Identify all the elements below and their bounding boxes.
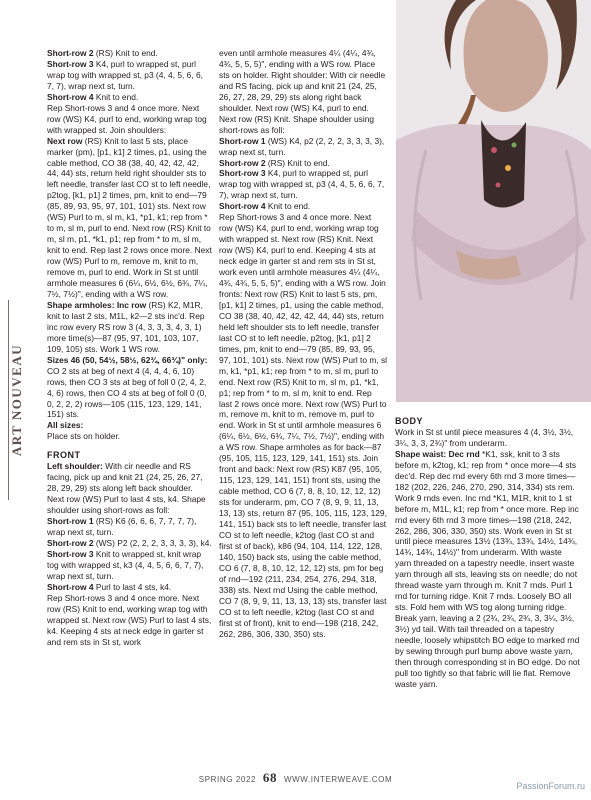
paragraph xyxy=(47,48,212,59)
paragraph xyxy=(47,516,212,538)
step-text: (WS) P2 (2, 2, 2, 3, 3, 3, 3), k4. xyxy=(93,537,212,548)
step-label: Short-row 4 xyxy=(219,201,266,212)
step-label: Short-row 3 xyxy=(47,58,94,69)
footer-season: SPRING 2022 xyxy=(198,775,257,784)
step-text: Knit to end. xyxy=(93,91,139,102)
step-label: Short-row 3 xyxy=(219,168,266,179)
paragraph xyxy=(47,355,212,366)
paragraph xyxy=(219,201,387,212)
page-number: 68 xyxy=(262,770,278,785)
section-heading: BODY xyxy=(395,416,424,426)
step-text: *K1, ssk, knit to 3 sts before m, k2tog, k1; rep from * once more—4 sts dec'd. Rep dec rnd every 6th rnd 3 more times—182 (202, 226, 246, 270, 290, 314, 334) sts rem. Work 9 rnds even. Inc rnd *K1, M1R, knit to 1 st before m, M1L, k1; rep from * once more. Rep inc rnd every 6th rnd 3 more times—198 (218, 242, 262, 286, 306, 330, 350) sts. Work even in St st until piece measures 13½ (13¾, 13¾, 14½, 14¾, 14¾, 14¾, 14½)" from underarm. With waste yarn threaded on a tapestry needle, insert waste yarn through all sts, leaving sts on needle; do not thread waste yarn through m. Knit 7 rnds. Purl 1 rnd for turning ridge. Knit 7 rnds. Loosely BO all sts. Fold hem with WS tog along turning ridge. Break yarn, leaving a 2 (2¾, 2¾, 2¾, 3, 3¼, 3½, 3½) yd tail. With tail threaded on a tapestry needle, loosely whipstitch BO edge to marked rnd by sewing through purl bump above waste yarn, then through corresponding st in BO edge. Do not pull too tightly so that fabric will lie flat. Remove waste yarn. xyxy=(395,448,580,689)
paragraph xyxy=(47,593,212,648)
step-label: Next row xyxy=(47,135,83,146)
step-text: Work in St st until piece measures 4 (4, 3½, 3½, 3¼, 3, 3, 2¾)" from underarm. xyxy=(395,426,574,448)
paragraph xyxy=(47,92,212,103)
step-text: Rep Short-rows 3 and 4 once more. Next row (WS) K4, purl to end, working wrap tog with wrapped st. Join shoulders: xyxy=(47,102,207,135)
step-text: (RS) K2, M1R, knit to last 2 sts, M1L, k2—2 sts inc'd. Rep inc row every RS row 3 (4, 3, 3, 3, 4, 3, 1) more time(s)—87 (95, 97, 101, 103, 107, 109, 105) sts. Work 1 WS row. xyxy=(47,299,205,354)
model-photo xyxy=(396,0,591,402)
paragraph xyxy=(395,427,580,449)
step-label: All sizes: xyxy=(47,420,84,431)
step-text: (RS) Knit to end. xyxy=(93,48,158,58)
paragraph xyxy=(219,48,387,136)
paragraph xyxy=(219,212,387,639)
paragraph xyxy=(47,366,212,421)
step-text: Knit to wrapped st, knit wrap tog with wrapped st, k3 (4, 4, 5, 6, 6, 7, 7), wrap next st, turn. xyxy=(47,548,204,581)
step-text: Knit to end. xyxy=(265,201,311,212)
paragraph xyxy=(219,158,387,169)
side-section-tab xyxy=(8,300,27,500)
step-text: even until armhole measures 4¼ (4¼, 4¾, 4¾, 5, 5, 5)", ending with a WS row. Place sts on holder. Right shoulder: With cir needle and RS facing, pick up and knit 21 (24, 25, 26, 27, 28, 29, 29) sts along right back shoulder. Next row (WS) K4, purl to end. Next row (RS) Knit. Shape shoulder using short-rows as foll: xyxy=(219,48,386,135)
step-label: Short-row 2 xyxy=(47,537,94,548)
sweater-photo-illustration xyxy=(396,0,591,402)
step-text: CO 2 sts at beg of next 4 (4, 4, 4, 6, 10) rows, then CO 3 sts at beg of foll 0 (2, 4, 2, 4, 6) rows, then CO 4 sts at beg of foll 0 (0, 0, 2, 2, 2) rows—105 (115, 123, 129, 141, 151) sts. xyxy=(47,365,207,420)
text-column-2 xyxy=(219,48,387,639)
step-text: Purl to last 4 sts, k4. xyxy=(93,581,172,592)
section-title: ART NOUVEAU xyxy=(9,343,24,457)
paragraph xyxy=(47,431,212,442)
paragraph xyxy=(47,300,212,355)
step-label: Shape armholes: Inc row xyxy=(47,299,147,310)
step-label: Short-row 2 xyxy=(219,157,266,168)
step-text: With cir needle and RS facing, pick up and knit 21 (24, 25, 26, 27, 28, 29, 29) sts along left back shoulder. Next row (WS) Purl to last 4 sts, k4. Shape shoulder using short-rows as foll: xyxy=(47,461,206,516)
step-text: (WS) K4, p2 (2, 2, 2, 3, 3, 3, 3), wrap next st, turn. xyxy=(219,135,385,157)
paragraph xyxy=(47,420,212,431)
section-heading: FRONT xyxy=(47,450,81,461)
step-text: (RS) Knit to end. xyxy=(265,157,330,168)
step-text: Place sts on holder. xyxy=(47,431,121,442)
step-label: Left shoulder: xyxy=(47,461,103,472)
paragraph xyxy=(47,582,212,593)
step-text: Rep Short-rows 3 and 4 once more. Next row (WS) K4, purl to end, working wrap tog with wrapped st. Next row (RS) Knit. Next row (WS) K4, purl to end. Keeping 4 sts at neck edge in garter st and rem sts in St st, work even until armhole measures 4¼ (4¼, 4¾, 4¾, 5, 5, 5)", ending with a WS row. Join fronts: Next row (RS) Knit to last 5 sts, pm, [p1, k1] 2 times, p1, using the cable method, CO 38 (38, 40, 42, 42, 42, 44, 44) sts, return held left shoulder sts to left needle, transfer last CO st to left needle, p2tog, [k1, p1] 2 times, pm, knit to end—79 (85, 89, 93, 95, 97, 101, 101) sts. Next row (WS) Purl to m, sl m, k1, *p1, k1; rep from * to m, sl m, purl to end. Next row (RS) Knit to m, sl m, p1, *k1, p1; rep from * to m, sl m, knit to end. Rep last 2 rows once more. Next row (WS) Purl to m, remove m, knit to m, remove m, purl to end. Work in St st until armhole measures 6 (6¼, 6½, 6½, 6¾, 7¼, 7½, 7½)", ending with a WS row. Shape armholes as for back—87 (95, 105, 115, 123, 129, 141, 151) sts. Join front and back: Next row (RS) K87 (95, 105, 115, 123, 129, 141, 151) front sts, using the cable method, CO 6 (7, 8, 8, 10, 12, 12, 12) sts for underarm, pm, CO 7 (8, 9, 9, 11, 13, 13, 13) sts, return 87 (95, 105, 115, 123, 129, 141, 151) back sts to left needle, transfer last CO st to left needle, k2tog (last CO st and first st of back), k86 (94, 104, 114, 122, 128, 140, 150) back sts, using the cable method, CO 6 (7, 8, 8, 10, 12, 12, 12) sts, pm for beg of rnd—192 (211, 234, 254, 276, 294, 318, 338) sts. Next rnd Using the cable method, CO 7 (8, 9, 9, 11, 13, 13, 13) sts, transfer last CO st to left needle, k2tog (last CO st and first st of front), knit to end—198 (218, 242, 262, 286, 306, 330, 350) sts. xyxy=(219,212,388,639)
step-label: Short-row 4 xyxy=(47,91,94,102)
text-column-3 xyxy=(395,408,580,690)
paragraph xyxy=(219,136,387,158)
paragraph xyxy=(219,168,387,201)
step-label: Short-row 4 xyxy=(47,581,94,592)
step-label: Short-row 3 xyxy=(47,548,94,559)
step-text: K4, purl to wrapped st, purl wrap tog with wrapped st, p3 (4, 4, 5, 6, 6, 7, 7), wrap next st, turn. xyxy=(47,58,203,91)
step-text: (RS) Knit to last 5 sts, place marker (pm), [p1, k1] 2 times, p1, using the cable method, CO 38 (38, 40, 42, 42, 42, 44, 44) sts, return held right shoulder sts to left needle, transfer last CO st to left needle, p2tog, [k1, p1] 2 times, pm, knit to end—79 (85, 89, 93, 95, 97, 101, 101) sts. Next row (WS) Purl to m, sl m, k1, *p1, k1; rep from * to m, sl m, purl to end. Next row (RS) Knit to m, sl m, p1, *k1, p1; rep from * to m, sl m, knit to end. Rep last 2 rows once more. Next row (WS) Purl to m, remove m, knit to m, remove m, purl to end. Work in St st until armhole measures 6 (6¼, 6½, 6½, 6¾, 7¼, 7½, 7½)", ending with a WS row. xyxy=(47,135,212,299)
step-label: Sizes 46 (50, 54½, 58½, 62¾, 66¾)" only: xyxy=(47,354,208,365)
step-label: Short-row 1 xyxy=(47,516,94,527)
paragraph xyxy=(47,59,212,92)
footer-website: WWW.INTERWEAVE.COM xyxy=(283,775,393,784)
step-label: Short-row 2 xyxy=(47,48,94,58)
paragraph xyxy=(47,549,212,582)
step-label: Shape waist: Dec rnd xyxy=(395,448,480,459)
paragraph xyxy=(47,461,212,516)
watermark: PassionForum.ru xyxy=(516,781,585,791)
paragraph xyxy=(47,103,212,136)
paragraph xyxy=(395,449,580,690)
paragraph xyxy=(47,538,212,549)
step-label: Short-row 1 xyxy=(219,135,266,146)
step-text: (RS) K6 (6, 6, 6, 7, 7, 7, 7), wrap next st, turn. xyxy=(47,516,197,537)
text-column-1 xyxy=(47,48,212,647)
step-text: K4, purl to wrapped st, purl wrap tog with wrapped st, p3 (4, 4, 5, 6, 6, 7, 7), wrap next st, turn. xyxy=(219,168,385,201)
step-text: Rep Short-rows 3 and 4 once more. Next row (RS) Knit to end, working wrap tog with wrapped st. Next row (WS) Purl to last 4 sts, k4. Keeping 4 sts at neck edge in garter st and rem sts in St st, work xyxy=(47,592,212,647)
page-footer xyxy=(0,770,591,786)
paragraph xyxy=(47,136,212,300)
